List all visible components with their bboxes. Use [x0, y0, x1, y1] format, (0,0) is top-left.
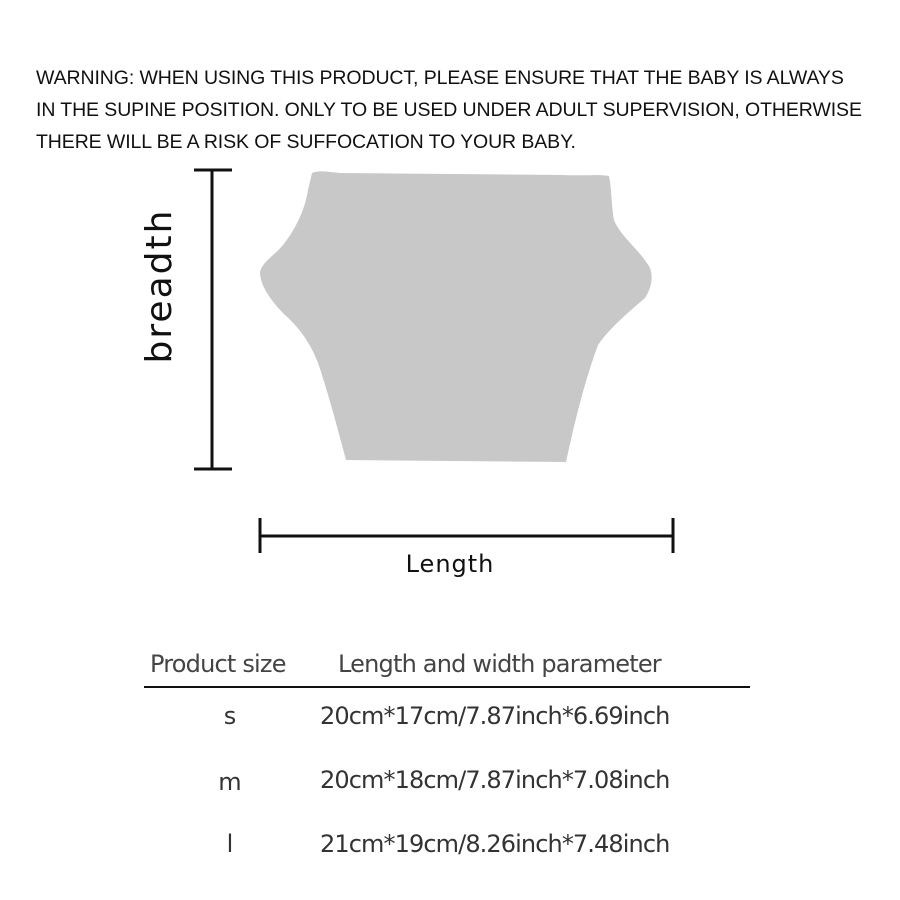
warning-line-1: WARNING: WHEN USING THIS PRODUCT, PLEASE ENSURE THAT THE BABY IS ALWAYS [36, 67, 844, 89]
row-size-l: l [226, 830, 234, 858]
header-product-size: Product size [150, 650, 286, 678]
length-label: Length [405, 550, 495, 578]
row-param-s: 20cm*17cm/7.87inch*6.69inch [320, 702, 670, 730]
warning-line-3: THERE WILL BE A RISK OF SUFFOCATION TO YOUR BABY. [36, 131, 576, 153]
header-length-width: Length and width parameter [338, 650, 661, 678]
size-table [144, 646, 750, 880]
row-param-m: 20cm*18cm/7.87inch*7.08inch [320, 766, 670, 794]
warning-line-2: IN THE SUPINE POSITION. ONLY TO BE USED UNDER ADULT SUPERVISION, OTHERWISE [36, 99, 862, 121]
table-row [144, 816, 750, 880]
row-param-l: 21cm*19cm/8.26inch*7.48inch [320, 830, 670, 858]
table-row [144, 752, 750, 816]
table-header [144, 646, 750, 688]
table-row [144, 688, 750, 752]
breadth-label: breadth [139, 208, 180, 364]
row-size-m: m [218, 768, 242, 796]
product-silhouette [260, 171, 652, 462]
row-size-s: s [223, 702, 237, 730]
